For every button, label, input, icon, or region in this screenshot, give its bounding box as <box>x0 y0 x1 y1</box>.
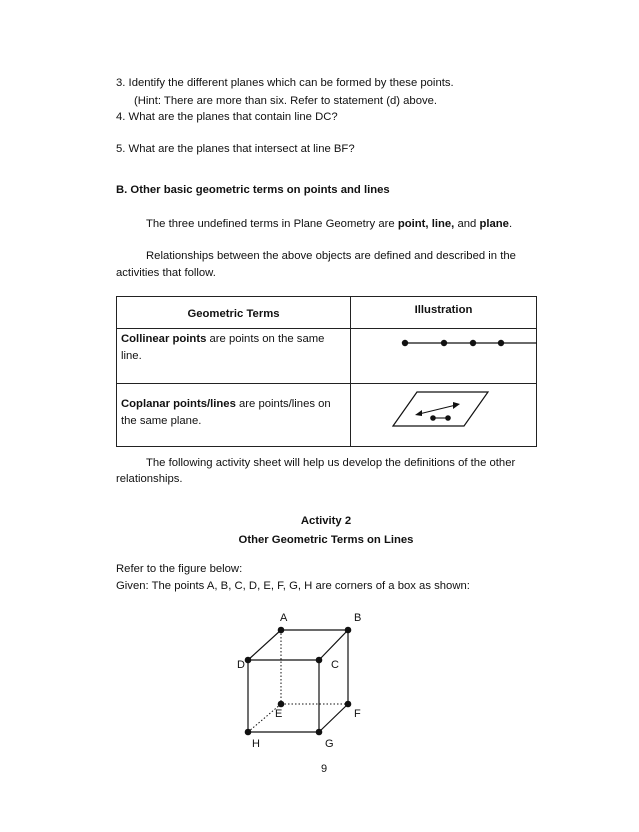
point-h <box>245 729 252 736</box>
page-number: 9 <box>320 763 328 775</box>
refer-text: Refer to the figure below: <box>116 563 243 575</box>
section-b-heading: B. Other basic geometric terms on points and lines <box>116 184 390 196</box>
arrow-left-icon <box>415 410 422 416</box>
label-h: H <box>252 738 260 750</box>
collinear-point <box>498 340 504 346</box>
label-c: C <box>331 659 339 671</box>
label-a: A <box>280 612 288 624</box>
point-f <box>345 701 352 708</box>
collinear-points-illustration <box>351 329 537 377</box>
activity-title: Activity 2 <box>300 515 352 527</box>
para1-and: and <box>454 218 480 230</box>
point-d <box>245 657 252 664</box>
para1-prefix: The three undefined terms in Plane Geometry are <box>146 218 398 230</box>
section-b-paragraph-2-line2: activities that follow. <box>116 267 216 279</box>
question-4: 4. What are the planes that contain line DC? <box>116 111 338 123</box>
activity-subtitle: Other Geometric Terms on Lines <box>238 534 414 546</box>
label-e: E <box>275 708 283 720</box>
header-illustration-label: Illustration <box>414 304 473 316</box>
box-figure <box>220 604 380 754</box>
coplanar-illustration <box>351 384 537 440</box>
coplanar-term: Coplanar points/lines <box>121 398 236 410</box>
section-b-paragraph-1 <box>146 217 512 231</box>
geometric-terms-table <box>116 296 537 447</box>
table-row <box>117 384 537 447</box>
table-header-terms <box>117 297 351 329</box>
section-b-paragraph-2-line1: Relationships between the above objects are defined and described in the <box>146 250 516 262</box>
coplanar-desc-b: the same plane. <box>121 415 202 427</box>
edge-bc <box>319 630 348 660</box>
table-row <box>117 329 537 384</box>
label-d: D <box>237 659 245 671</box>
coplanar-term-cell <box>117 384 351 447</box>
point-g <box>316 729 323 736</box>
question-3-hint: (Hint: There are more than six. Refer to statement (d) above. <box>134 95 438 107</box>
coplanar-point <box>445 415 451 421</box>
point-a <box>278 627 285 634</box>
point-c <box>316 657 323 664</box>
collinear-point <box>441 340 447 346</box>
question-3-line1: 3. Identify the different planes which can be formed by these points. <box>116 77 454 89</box>
term-point: point, <box>397 218 429 230</box>
term-plane: plane <box>479 218 509 230</box>
point-b <box>345 627 352 634</box>
coplanar-illustration-cell <box>351 384 537 447</box>
collinear-term-cell <box>117 329 351 384</box>
collinear-term: Collinear points <box>121 333 207 345</box>
collinear-desc-a: are points on the same <box>206 333 325 345</box>
edge-fg <box>319 704 348 732</box>
followup-line2: relationships. <box>116 473 183 485</box>
edge-ad <box>248 630 281 660</box>
collinear-point <box>402 340 408 346</box>
collinear-point <box>470 340 476 346</box>
table-header-illustration <box>351 297 537 329</box>
question-5: 5. What are the planes that intersect at line BF? <box>116 143 355 155</box>
coplanar-line <box>419 405 456 414</box>
coplanar-point <box>430 415 436 421</box>
header-terms-label: Geometric Terms <box>187 308 280 320</box>
label-f: F <box>354 708 361 720</box>
coplanar-desc-a: are points/lines on <box>235 398 331 410</box>
term-line: line, <box>431 218 455 230</box>
followup-line1: The following activity sheet will help us develop the definitions of the other <box>146 457 516 469</box>
collinear-desc-b: line. <box>121 350 142 362</box>
label-b: B <box>354 612 362 624</box>
label-g: G <box>325 738 334 750</box>
para1-end: . <box>508 218 513 230</box>
arrow-right-icon <box>453 402 460 409</box>
collinear-illustration-cell <box>351 329 537 384</box>
point-e <box>278 701 285 708</box>
given-text: Given: The points A, B, C, D, E, F, G, H are corners of a box as shown: <box>116 580 470 592</box>
